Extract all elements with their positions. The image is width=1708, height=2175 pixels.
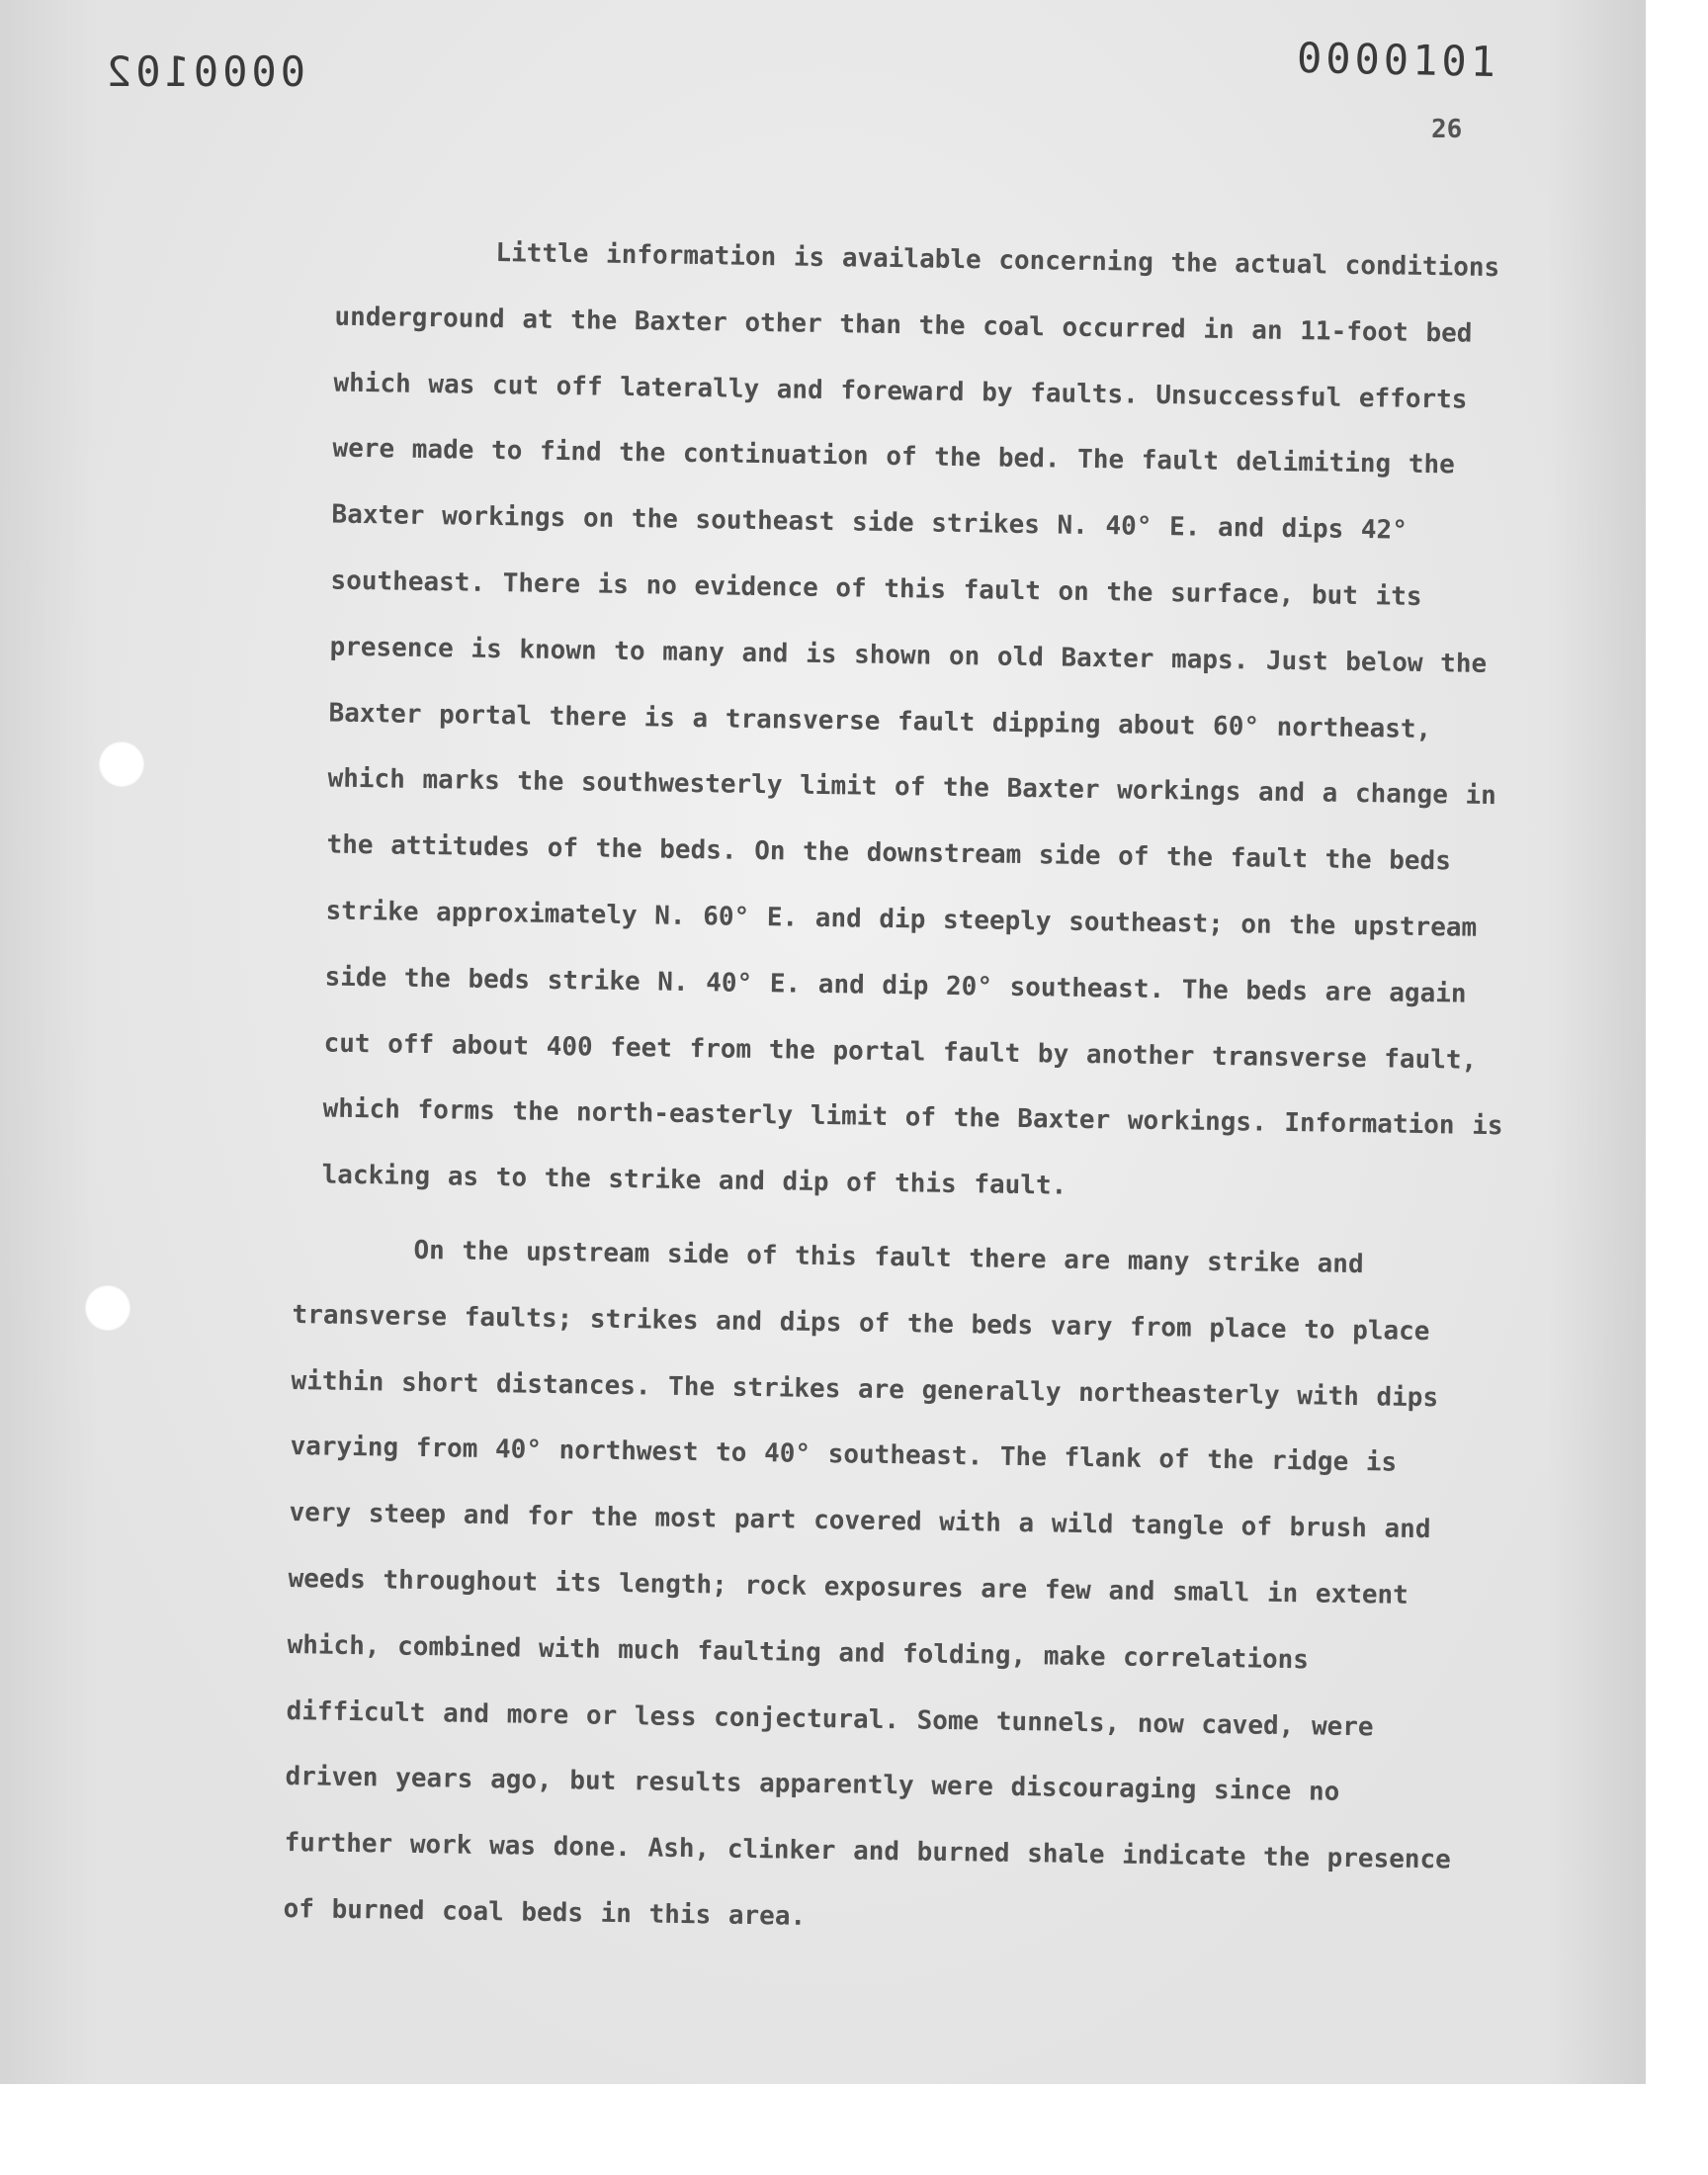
paragraph: Little information is available concerning the actual conditions underground at the Baxter other than the coal occurred in an 11-foot bed which was cut off laterally and foreward by faults. Unsuccessful efforts were made to find the continuation of the bed. The fault delimiting the Baxter workings on the southeast side strikes N. 40° E. and dips 42° southeast. There is no evidence of this fault on the surface, but its presence is known to many and is shown on old Baxter maps. Just below the Baxter portal there is a transverse fault dipping about 60° northeast, which marks the southwesterly limit of the Baxter workings and a change in the attitudes of the beds. On the downstream side of the fault the beds strike approximately N. 60° E. and dip steeply southeast; on the upstream side the beds strike N. 40° E. and dip 20° southeast. The beds are again cut off about 400 feet from the portal fault by another transverse fault, which forms the north-easterly limit of the Baxter workings. Information is lacking as to the strike and dip of this fault. [321,237,1503,1201]
document-id-stamp: 0000101 [1296,33,1500,87]
body-text [271,218,1522,1960]
page-number: 26 [1431,115,1463,144]
punch-hole [85,1285,130,1331]
document-id-stamp-mirrored: 0000102 [103,47,306,96]
paragraph: On the upstream side of this fault there are many strike and transverse faults; strikes and dips of the beds vary from place to place within short distances. The strikes are generally northeasterly with dips varying from 40° northwest to 40° southeast. The flank of the ridge is very steep and for the most part covered with a wild tangle of brush and weeds throughout its length; rock exposures are few and small in extent which, combined with much faulting and folding, make correlations difficult and more or less conjectural. Some tunnels, now caved, were driven years ago, but results apparently were discouraging since no further work was done. Ash, clinker and burned shale indicate the presence of burned coal beds in this area. [283,1235,1452,1932]
punch-hole [99,741,144,787]
